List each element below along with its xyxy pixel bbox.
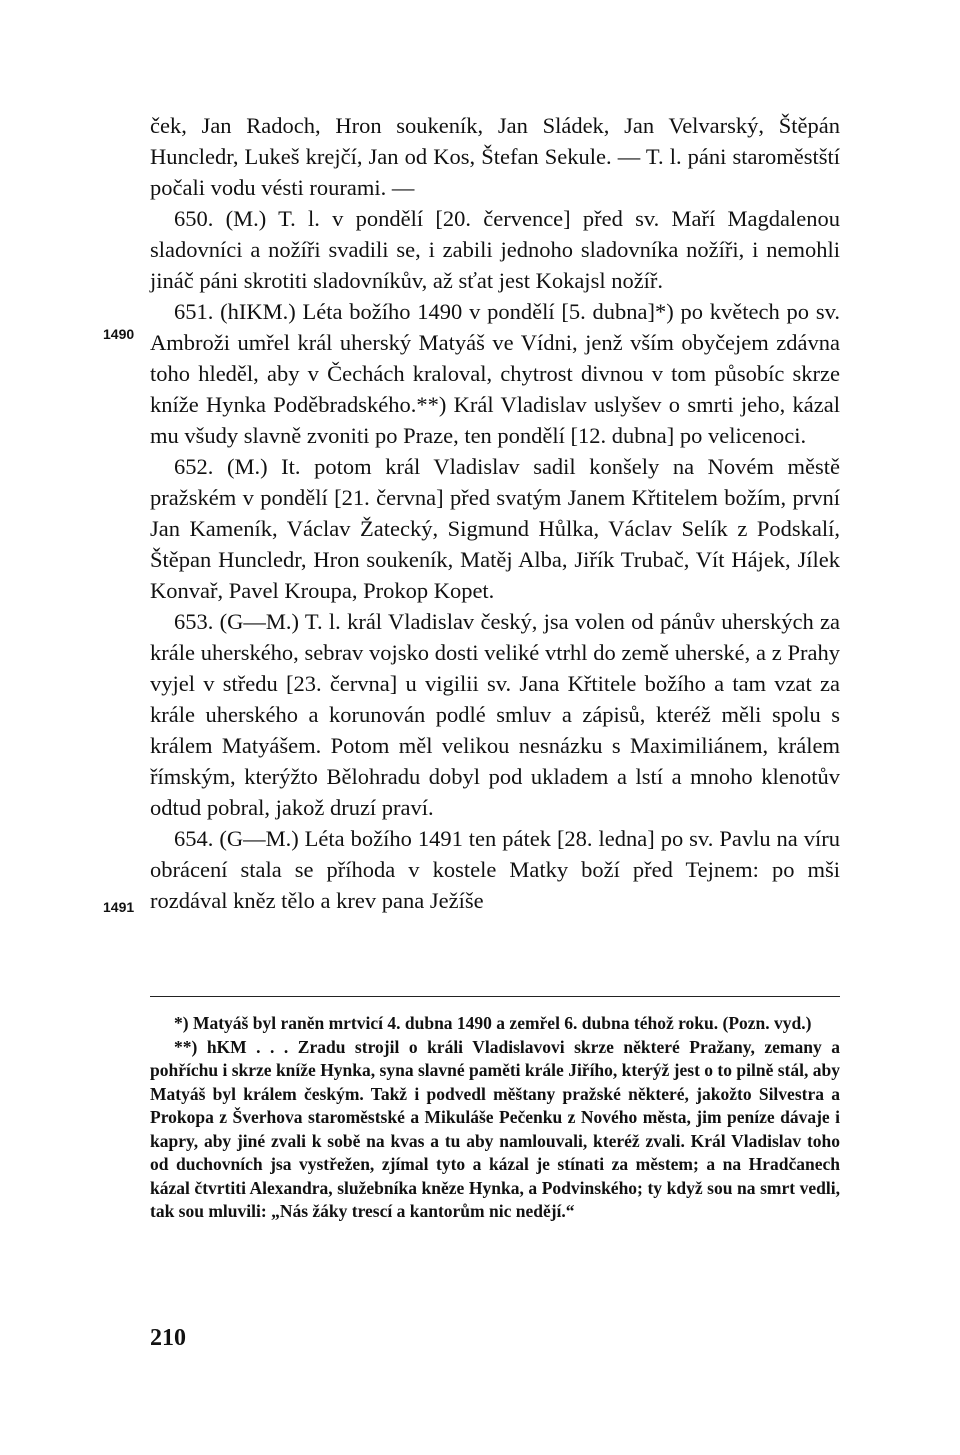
year-marker-1490: 1490 bbox=[103, 326, 135, 342]
footnote-separator bbox=[150, 996, 840, 997]
paragraph-continuation: ček, Jan Radoch, Hron soukeník, Jan Sládek, Jan Velvarský, Štěpán Huncledr, Lukeš krejčí, Jan od Kos, Štefan Sekule. — T. l. páni staroměstští počali vodu vésti rourami. — bbox=[150, 113, 840, 200]
main-text bbox=[150, 110, 840, 916]
paragraph-652: 652. (M.) It. potom král Vladislav sadil konšely na Novém městě pražském v pondělí [21. června] před svatým Janem Křtitelem božím, první Jan Kameník, Václav Žatecký, Sigmund Hůlka, Václav Selík z Podskalí, Štěpan Huncledr, Hron soukeník, Matěj Alba, Jiřík Trubač, Vít Hájek, Jílek Konvař, Pavel Kroupa, Prokop Kopet. bbox=[150, 454, 840, 603]
paragraph-651: 651. (hIKM.) Léta božího 1490 v pondělí [5. dubna]*) po květech po sv. Ambroži umřel král uherský Matyáš ve Vídni, jenž vším obyčejem zdávna toho hleděl, aby v Čechách kraloval, chytrost divnou v tom působíc skrze kníže Hynka Poděbradského.**) Král Vladislav uslyšev o smrti jeho, kázal mu všudy slavně zvoniti po Praze, ten pondělí [12. dubna] po velicenoci. bbox=[150, 299, 840, 448]
page-number: 210 bbox=[150, 1325, 186, 1351]
paragraph-654: 654. (G—M.) Léta božího 1491 ten pátek [28. ledna] po sv. Pavlu na víru obrácení stala se příhoda v kostele Matky boží před Tejnem: po mši rozdával kněz tělo a krev pana Ježíše bbox=[150, 826, 840, 913]
footnotes bbox=[150, 1012, 840, 1224]
footnote-1: *) Matyáš byl raněn mrtvicí 4. dubna 1490 a zemřel 6. dubna téhož roku. (Pozn. vyd.) bbox=[174, 1013, 812, 1033]
paragraph-653: 653. (G—M.) T. l. král Vladislav český, jsa volen od pánův uherských za krále uherského, sebrav vojsko dosti veliké vtrhl do země uherské, a z Prahy vyjel v středu [23. června] u vigilii sv. Jana Křtitele božího a tam vzat za krále uherského a korunován podlé smluv a zápisů, kteréž měli spolu s králem Matyášem. Potom měl velikou nesnázku s Maximiliánem, králem římským, kterýžto Bělohradu dobyl pod ukladem a lstí a mnoho klenotův odtud pobral, jakož druzí praví. bbox=[150, 609, 840, 820]
footnote-2: **) hKM . . . Zradu strojil o králi Vladislavovi skrze některé Pražany, zemany a pohříchu i skrze kníže Hynka, syna slavné paměti krále Jiřího, kterýž jest o to pilně stál, aby Matyáš byl králem českým. Takž i podvedl měštany pražské některé, jakožto Silvestra a Prokopa z Šverhova staroměstské a Mikuláše Pečenku z Nového města, jim peníze dávaje i kapry, aby jiné zvali k sobě na kvas a tu aby namlouvali, kteréž zvali. Král Vladislav toho od duchovních jsa vystřežen, zjímal tyto a kázal je stínati za městem; a na Hradčanech kázal čtvrtiti Alexandra, služebníka kněze Hynka, a Podvinského; ty když sou na smrt vedli, tak sou mluvili: „Nás žáky trescí a kantorům nic nedějí.“ bbox=[150, 1036, 840, 1221]
paragraph-650: 650. (M.) T. l. v pondělí [20. července] před sv. Maří Magdalenou sladovníci a nožíři svadili se, i zabili jednoho sladovníka nožíři, i nemohli jináč páni skrotiti sladovníkův, až sťat jest Kokajsl nožíř. bbox=[150, 206, 840, 293]
year-marker-1491: 1491 bbox=[103, 899, 135, 915]
